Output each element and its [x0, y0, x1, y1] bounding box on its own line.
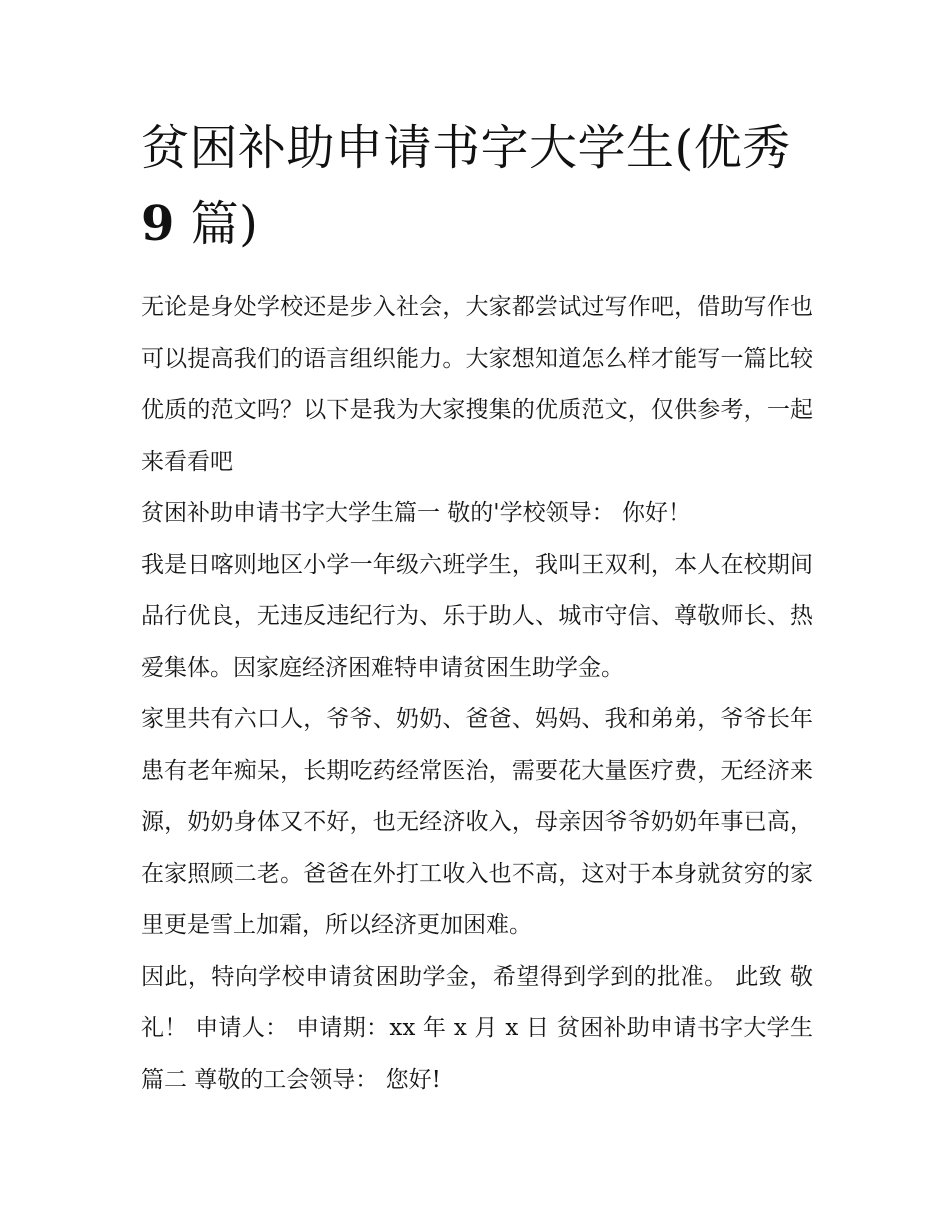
document-content: [141, 110, 813, 1106]
title-tail: 篇): [174, 196, 259, 252]
paragraph-salutation: 贫困补助申请书字大学生篇一 敬的'学校领导： 你好！: [141, 500, 691, 526]
paragraph-self-intro: 我是日喀则地区小学一年级六班学生，我叫王双利，本人在校期间品行优良，无违反违纪行为、乐于助人、城市守信、尊敬师长、热爱集体。因家庭经济困难特申请贫困生助学金。: [141, 551, 813, 681]
paragraph-intro: 无论是身处学校还是步入社会，大家都尝试过写作吧，借助写作也可以提高我们的语言组织能力。大家想知道怎么样才能写一篇比较优质的范文吗？以下是我为大家搜集的优质范文，仅供参考，一起来看看吧: [141, 294, 813, 475]
title-main: 贫困补助申请书字大学生(优秀: [141, 120, 791, 176]
title-count: 9: [141, 196, 175, 252]
paragraph-closing: 因此，特向学校申请贫困助学金，希望得到学到的批准。 此致 敬礼！ 申请人： 申请期：xx 年 x 月 x 日 贫困补助申请书字大学生篇二 尊敬的工会领导： 您好!: [141, 963, 813, 1093]
document-body: [141, 282, 813, 1106]
document-title: [141, 110, 813, 262]
paragraph-family: 家里共有六口人，爷爷、奶奶、爸爸、妈妈、我和弟弟，爷爷长年患有老年痴呆，长期吃药经常医治，需要花大量医疗费，无经济来源，奶奶身体又不好，也无经济收入，母亲因爷爷奶奶年事已高，在家照顾二老。爸爸在外打工收入也不高，这对于本身就贫穷的家里更是雪上加霜，所以经济更加困难。: [141, 706, 813, 938]
